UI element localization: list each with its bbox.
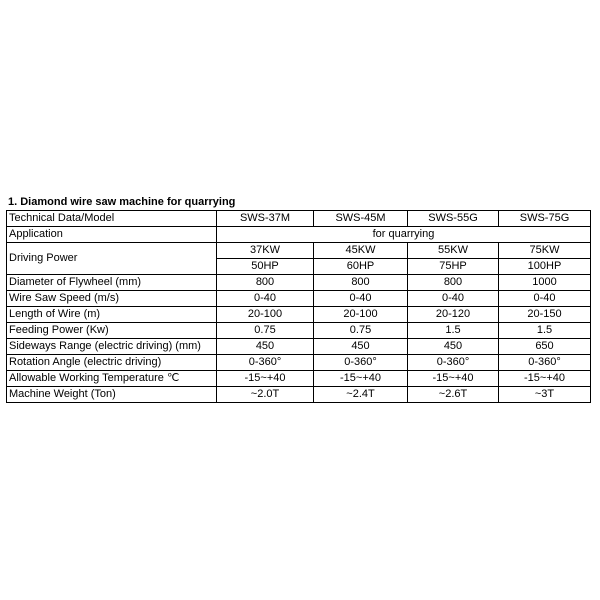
row-label-cell: Wire Saw Speed (m/s) xyxy=(7,291,217,307)
value-cell: 800 xyxy=(217,275,314,291)
value-cell: 0.75 xyxy=(217,323,314,339)
value-cell: 1000 xyxy=(499,275,591,291)
model-cell: SWS-75G xyxy=(499,211,591,227)
value-cell: 0-40 xyxy=(314,291,408,307)
value-cell: 450 xyxy=(314,339,408,355)
value-cell: ~3T xyxy=(499,387,591,403)
value-cell: 0-40 xyxy=(408,291,499,307)
kw-cell: 55KW xyxy=(408,243,499,259)
kw-cell: 45KW xyxy=(314,243,408,259)
table-row-application xyxy=(7,227,591,243)
value-cell: -15~+40 xyxy=(217,371,314,387)
table-row xyxy=(7,371,591,387)
value-cell: 0-40 xyxy=(217,291,314,307)
driving-power-label-cell: Driving Power xyxy=(7,243,217,275)
value-cell: 800 xyxy=(408,275,499,291)
value-cell: 20-150 xyxy=(499,307,591,323)
hp-cell: 50HP xyxy=(217,259,314,275)
value-cell: 650 xyxy=(499,339,591,355)
table-row xyxy=(7,275,591,291)
value-cell: 0.75 xyxy=(314,323,408,339)
table-row-driving-power-kw xyxy=(7,243,591,259)
application-value-cell: for quarrying xyxy=(217,227,591,243)
value-cell: 0-40 xyxy=(499,291,591,307)
value-cell: 0-360° xyxy=(314,355,408,371)
value-cell: 20-100 xyxy=(314,307,408,323)
value-cell: ~2.0T xyxy=(217,387,314,403)
hp-cell: 75HP xyxy=(408,259,499,275)
header-label-cell: Technical Data/Model xyxy=(7,211,217,227)
value-cell: -15~+40 xyxy=(499,371,591,387)
model-cell: SWS-55G xyxy=(408,211,499,227)
value-cell: 0-360° xyxy=(499,355,591,371)
row-label-cell: Length of Wire (m) xyxy=(7,307,217,323)
table-row xyxy=(7,339,591,355)
value-cell: 800 xyxy=(314,275,408,291)
value-cell: 20-100 xyxy=(217,307,314,323)
model-cell: SWS-37M xyxy=(217,211,314,227)
document-heading: 1. Diamond wire saw machine for quarrying xyxy=(8,196,236,208)
value-cell: 450 xyxy=(217,339,314,355)
value-cell: -15~+40 xyxy=(314,371,408,387)
value-cell: 1.5 xyxy=(408,323,499,339)
spec-table xyxy=(6,210,591,403)
kw-cell: 37KW xyxy=(217,243,314,259)
value-cell: 0-360° xyxy=(408,355,499,371)
value-cell: ~2.4T xyxy=(314,387,408,403)
table-row xyxy=(7,355,591,371)
kw-cell: 75KW xyxy=(499,243,591,259)
row-label-cell: Allowable Working Temperature ℃ xyxy=(7,371,217,387)
row-label-cell: Feeding Power (Kw) xyxy=(7,323,217,339)
value-cell: -15~+40 xyxy=(408,371,499,387)
value-cell: ~2.6T xyxy=(408,387,499,403)
row-label-cell: Machine Weight (Ton) xyxy=(7,387,217,403)
application-label-cell: Application xyxy=(7,227,217,243)
hp-cell: 100HP xyxy=(499,259,591,275)
table-row xyxy=(7,291,591,307)
row-label-cell: Sideways Range (electric driving) (mm) xyxy=(7,339,217,355)
model-cell: SWS-45M xyxy=(314,211,408,227)
table-row xyxy=(7,387,591,403)
table-row xyxy=(7,307,591,323)
row-label-cell: Diameter of Flywheel (mm) xyxy=(7,275,217,291)
value-cell: 20-120 xyxy=(408,307,499,323)
table-row xyxy=(7,323,591,339)
value-cell: 1.5 xyxy=(499,323,591,339)
table-header-row xyxy=(7,211,591,227)
value-cell: 450 xyxy=(408,339,499,355)
hp-cell: 60HP xyxy=(314,259,408,275)
row-label-cell: Rotation Angle (electric driving) xyxy=(7,355,217,371)
value-cell: 0-360° xyxy=(217,355,314,371)
